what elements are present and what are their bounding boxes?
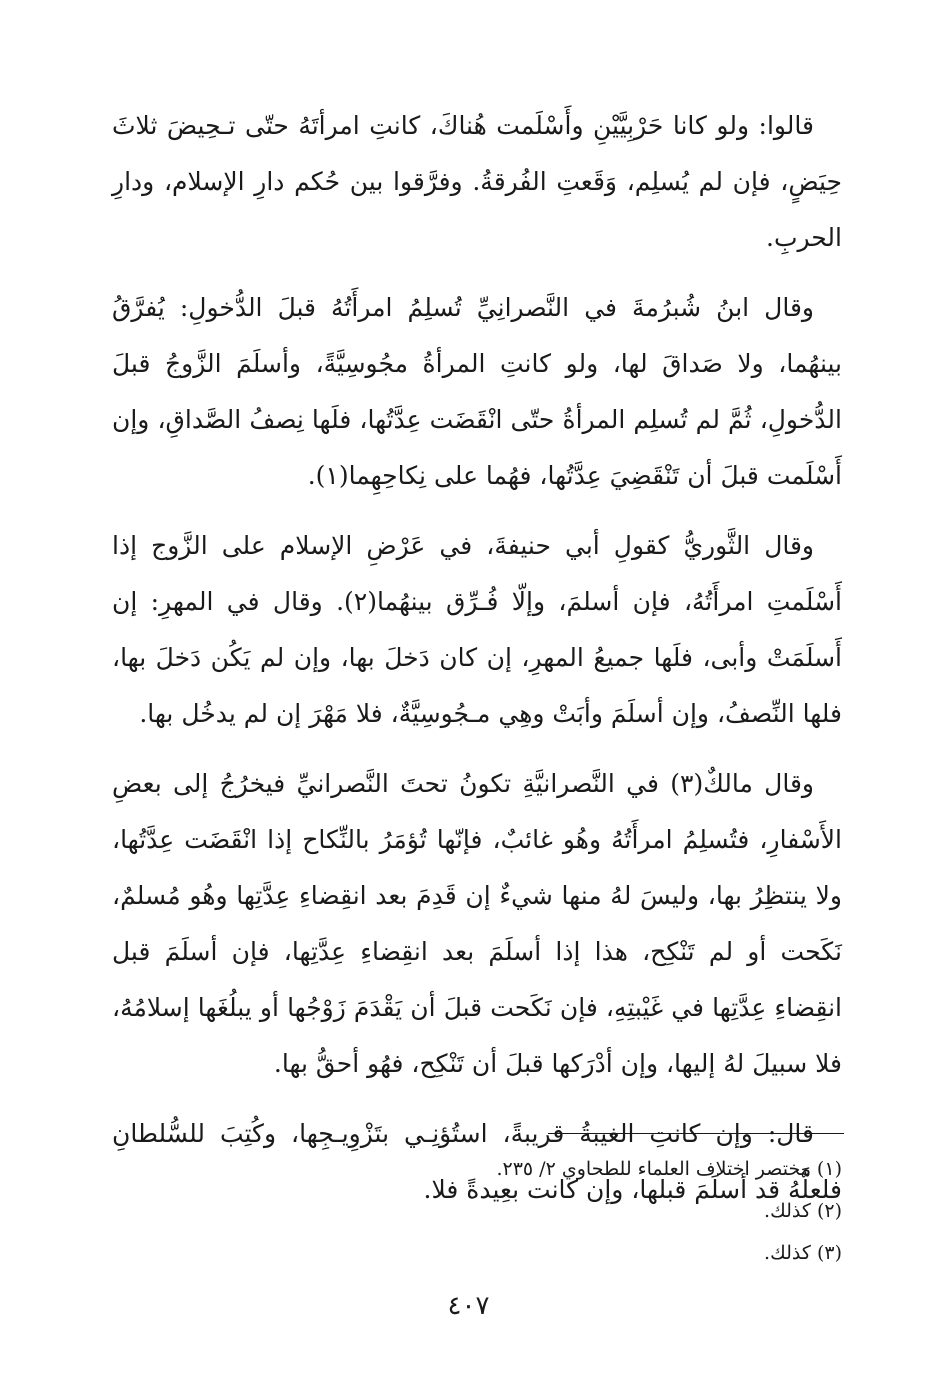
footnotes — [112, 1148, 842, 1274]
paragraph-4: وقال مالكٌ(٣) في النَّصرانيَّةِ تكونُ تحتَ النَّصرانيِّ فيخرُجُ إلى بعضِ الأَسْفارِ، فتُسلِمُ امرأَتُهُ وهُو غائبٌ، فإنّها تُؤمَرُ بالنِّكاح إذا انْقَضَت عِدَّتُها، ولا ينتظِرُ بها، وليسَ لهُ منها شيءٌ إن قَدِمَ بعد انقِضاءِ عِدَّتِها وهُو مُسلمٌ، نَكَحت أو لم تَنْكِح، هذا إذا أسلَمَ بعد انقِضاءِ عِدَّتِها، فإن أسلَمَ قبل انقِضاءِ عِدَّتِها في غَيْبتِهِ، فإن نَكَحت قبلَ أن يَقْدَمَ زَوْجُها أو يبلُغَها إسلامُهُ، فلا سبيلَ لهُ إليها، وإن أدْرَكها قبلَ أن تَنْكِح، فهُو أحقُّ بها. — [112, 769, 842, 1078]
paragraph-5: قال: وإن كانتِ الغيبةُ قريبةً، استُؤنِـي بتَزْوِيـجِها، وكُتِبَ للسُّلطانِ فلعلَّهُ قد أسلَمَ قبلها، وإن كانت بعِيدةً فلا. — [112, 1119, 842, 1204]
paragraph-2: وقال ابنُ شُبرُمةَ في النَّصرانِيِّ تُسلِمُ امرأَتُهُ قبلَ الدُّخولِ: يُفرَّقُ بينهُما، ولا صَداقَ لها، ولو كانتِ المرأةُ مجُوسِيَّةً، وأسلَمَ الزَّوجُ قبلَ الدُّخولِ، ثُمَّ لم تُسلِم المرأةُ حتّى انْقَضَت عِدَّتُها، فلَها نِصفُ الصَّداقِ، وإن أَسْلَمت قبلَ أن تَنْقَضِيَ عِدَّتُها، فهُما على نِكاحِهِما(١). — [112, 293, 842, 490]
paragraph-3: وقال الثَّوريُّ كقولِ أبي حنيفةَ، في عَرْضِ الإسلام على الزَّوج إذا أَسْلَمتِ امرأَتُهُ، فإن أسلمَ، وإلّا فُـرِّق بينهُما(٢). وقال في المهرِ: إن أَسلَمَتْ وأبى، فلَها جميعُ المهرِ، إن كان دَخلَ بها، وإن لم يَكُن دَخلَ بها، فلها النِّصفُ، وإن أسلَمَ وأبَتْ وهِي مـجُوسِيَّةٌ، فلا مَهْرَ إن لم يدخُل بها. — [112, 531, 842, 728]
footnote-2: (٢) كذلك. — [764, 1200, 842, 1222]
paragraph-1: قالوا: ولو كانا حَرْبِيَّيْنِ وأَسْلَمت هُناكَ، كانتِ امرأتَهُ حتّى تـحِيضَ ثلاثَ حِيَضٍ، فإن لم يُسلِم، وَقَعتِ الفُرقةُ. وفرَّقوا بين حُكم دارِ الإسلام، ودارِ الحربِ. — [112, 111, 842, 252]
footnote-1: (١) مختصر اختلاف العلماء للطحاوي ٢/ ٢٣٥. — [496, 1158, 842, 1180]
footnote-3: (٣) كذلك. — [764, 1242, 842, 1264]
footnote-separator — [548, 1133, 844, 1134]
page-number: ٤٠٧ — [447, 1291, 490, 1321]
main-text — [112, 98, 842, 1232]
